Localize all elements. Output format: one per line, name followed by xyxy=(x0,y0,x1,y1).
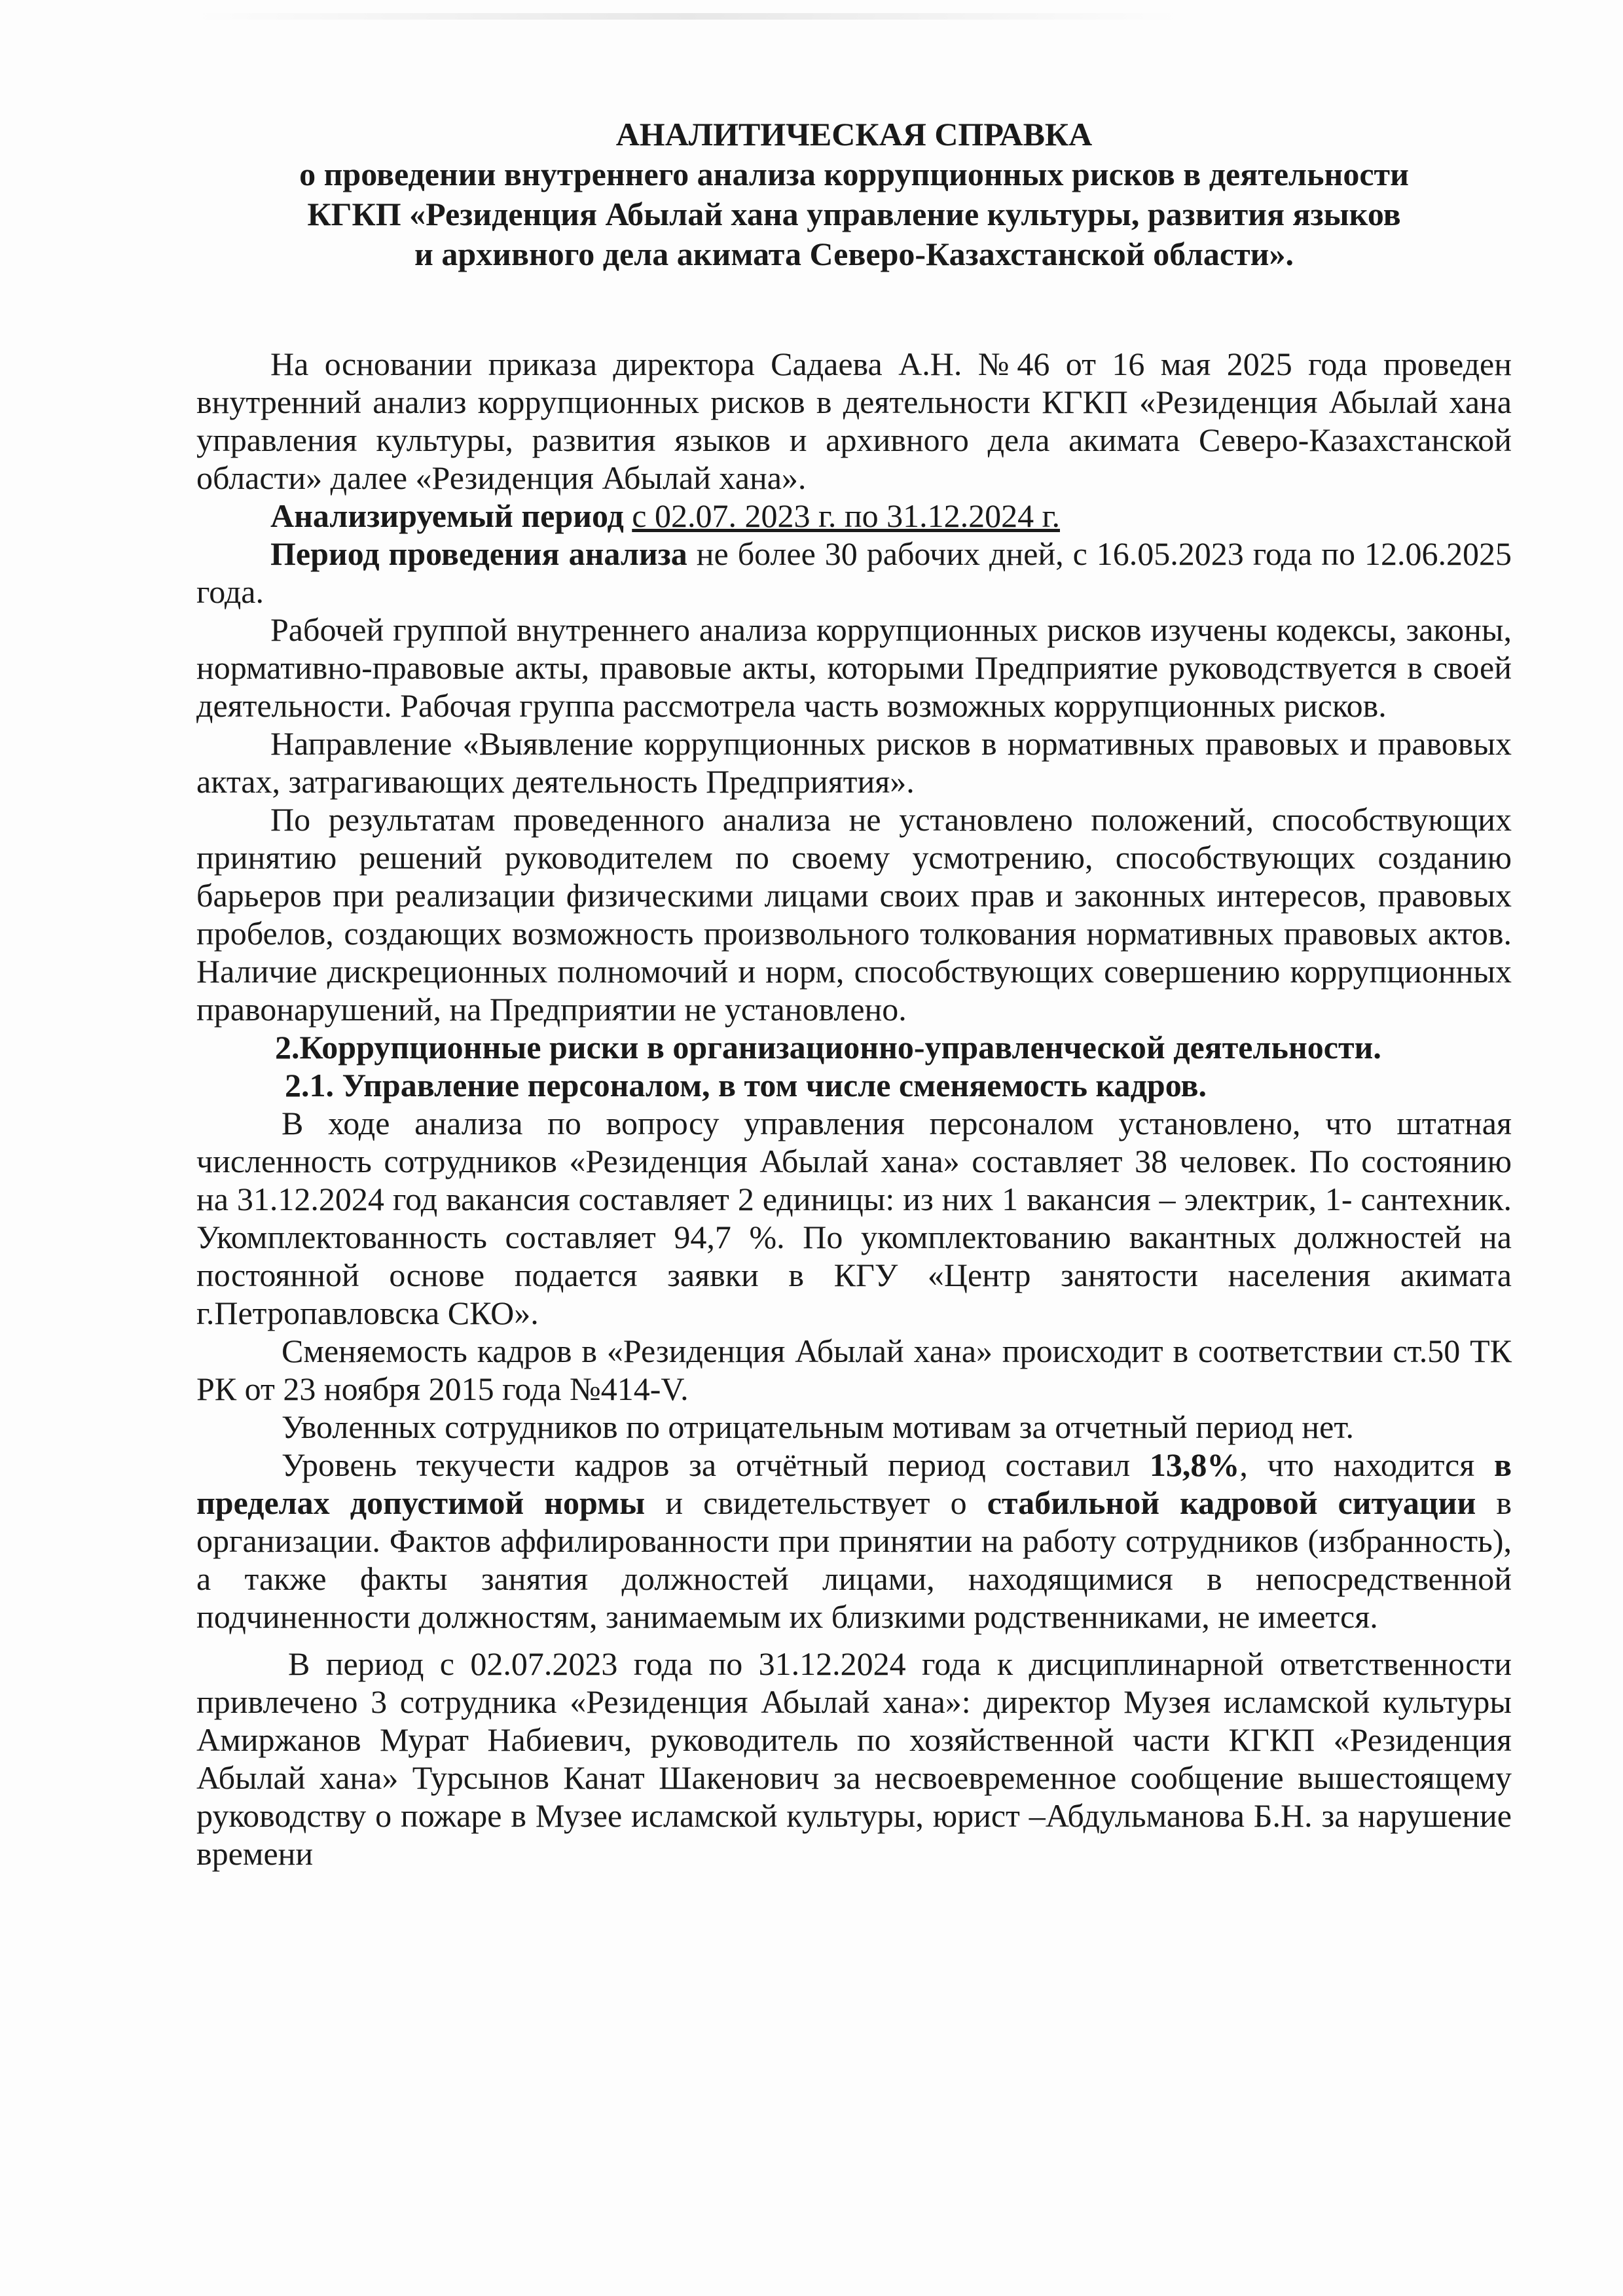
scan-artifact xyxy=(196,13,1178,20)
title-line-4: и архивного дела акимата Северо-Казахстанской области». xyxy=(414,236,1294,272)
paragraph-results: По результатам проведенного анализа не установлено положений, способствующих принятию решений руководителем по своему усмотрению, способствующих созданию барьеров при реализации физическими лицами своих прав и законных интересов, правовых пробелов, создающих возможность произвольного толкования нормативных правовых актов. Наличие дискреционных полномочий и норм, способствующих совершению коррупционных правонарушений, на Предприятии не установлено. xyxy=(196,801,1512,1028)
analyzed-period-value: с 02.07. 2023 г. по 31.12.2024 г. xyxy=(632,497,1060,534)
paragraph-analyzed-period xyxy=(196,497,1512,535)
document-title xyxy=(196,115,1512,274)
paragraph-basis: На основании приказа директора Садаева А.Н. №46 от 16 мая 2025 года проведен внутренний анализ коррупционных рисков в деятельности КГКП «Резиденция Абылай хана управления культуры, развития языков и архивного дела акимата Северо-Казахстанской области» далее «Резиденция Абылай хана». xyxy=(196,346,1512,496)
paragraph-working-group: Рабочей группой внутреннего анализа коррупционных рисков изучены кодексы, законы, нормативно-правовые акты, правовые акты, которыми Предприятие руководствуется в своей деятельности. Рабочая группа рассмотрела часть возможных коррупционных рисков. xyxy=(196,611,1512,724)
turnover-text-a: Уровень текучести кадров за отчётный период составил xyxy=(282,1446,1150,1483)
paragraph-turnover-law: Сменяемость кадров в «Резиденция Абылай хана» происходит в соответствии ст.50 ТК РК от 23 ноября 2015 года №414-V. xyxy=(196,1333,1512,1407)
title-line-2: о проведении внутреннего анализа коррупционных рисков в деятельности xyxy=(299,156,1409,192)
paragraph-direction: Направление «Выявление коррупционных рисков в нормативных правовых и правовых актах, затрагивающих деятельность Предприятия». xyxy=(196,725,1512,800)
analyzed-period-label: Анализируемый период xyxy=(270,497,624,534)
turnover-text-g: в организации. Фактов аффилированности при принятии на работу сотрудников (избранность), а также факты занятия должностей лицами, находящимися в непосредственной подчиненности должностям, занимаемым их близкими родственниками, не имеется. xyxy=(196,1484,1512,1635)
turnover-text-e: и свидетельствует о xyxy=(645,1484,987,1521)
title-line-1: АНАЛИТИЧЕСКАЯ СПРАВКА xyxy=(615,116,1093,152)
turnover-rate: 13,8% xyxy=(1149,1446,1240,1483)
turnover-text-c: , что находится xyxy=(1239,1446,1494,1483)
paragraph-turnover-level xyxy=(196,1446,1512,1636)
paragraph-staffing: В ходе анализа по вопросу управления персоналом установлено, что штатная численность сотрудников «Резиденция Абылай хана» составляет 38 человек. По состоянию на 31.12.2024 год вакансия составляет 2 единицы: из них 1 вакансия – электрик, 1- сантехник. Укомплектованность составляет 94,7 %. По укомплектованию вакантных должностей на постоянной основе подается заявки в КГУ «Центр занятости населения акимата г.Петропавловска СКО». xyxy=(196,1105,1512,1331)
title-line-3: КГКП «Резиденция Абылай хана управление культуры, развития языков xyxy=(307,196,1401,232)
conduct-period-value: не более 30 рабочих дней, с 16.05.2023 года по 12.06.2025 года. xyxy=(196,535,1512,610)
section-2-1-heading: 2.1. Управление персоналом, в том числе сменяемость кадров. xyxy=(285,1067,1207,1103)
section-2-heading: 2.Коррупционные риски в организационно-управленческой деятельности. xyxy=(275,1029,1381,1066)
turnover-norm: в пределах допустимой нормы xyxy=(196,1446,1512,1521)
paragraph-disciplinary: В период с 02.07.2023 года по 31.12.2024 года к дисциплинарной ответственности привлечено 3 сотрудника «Резиденция Абылай хана»: директор Музея исламской культуры Амиржанов Мурат Набиевич, руководитель по хозяйственной части КГКП «Резиденция Абылай хана» Турсынов Канат Шакенович за несвоевременное сообщение вышестоящему руководству о пожаре в Музее исламской культуры, юрист –Абдульманова Б.Н. за нарушение времени xyxy=(196,1645,1512,1872)
turnover-stable: стабильной кадровой ситуации xyxy=(987,1484,1476,1521)
paragraph-dismissed: Уволенных сотрудников по отрицательным мотивам за отчетный период нет. xyxy=(282,1408,1354,1445)
conduct-period-label: Период проведения анализа xyxy=(270,535,687,572)
paragraph-conduct-period xyxy=(196,535,1512,611)
